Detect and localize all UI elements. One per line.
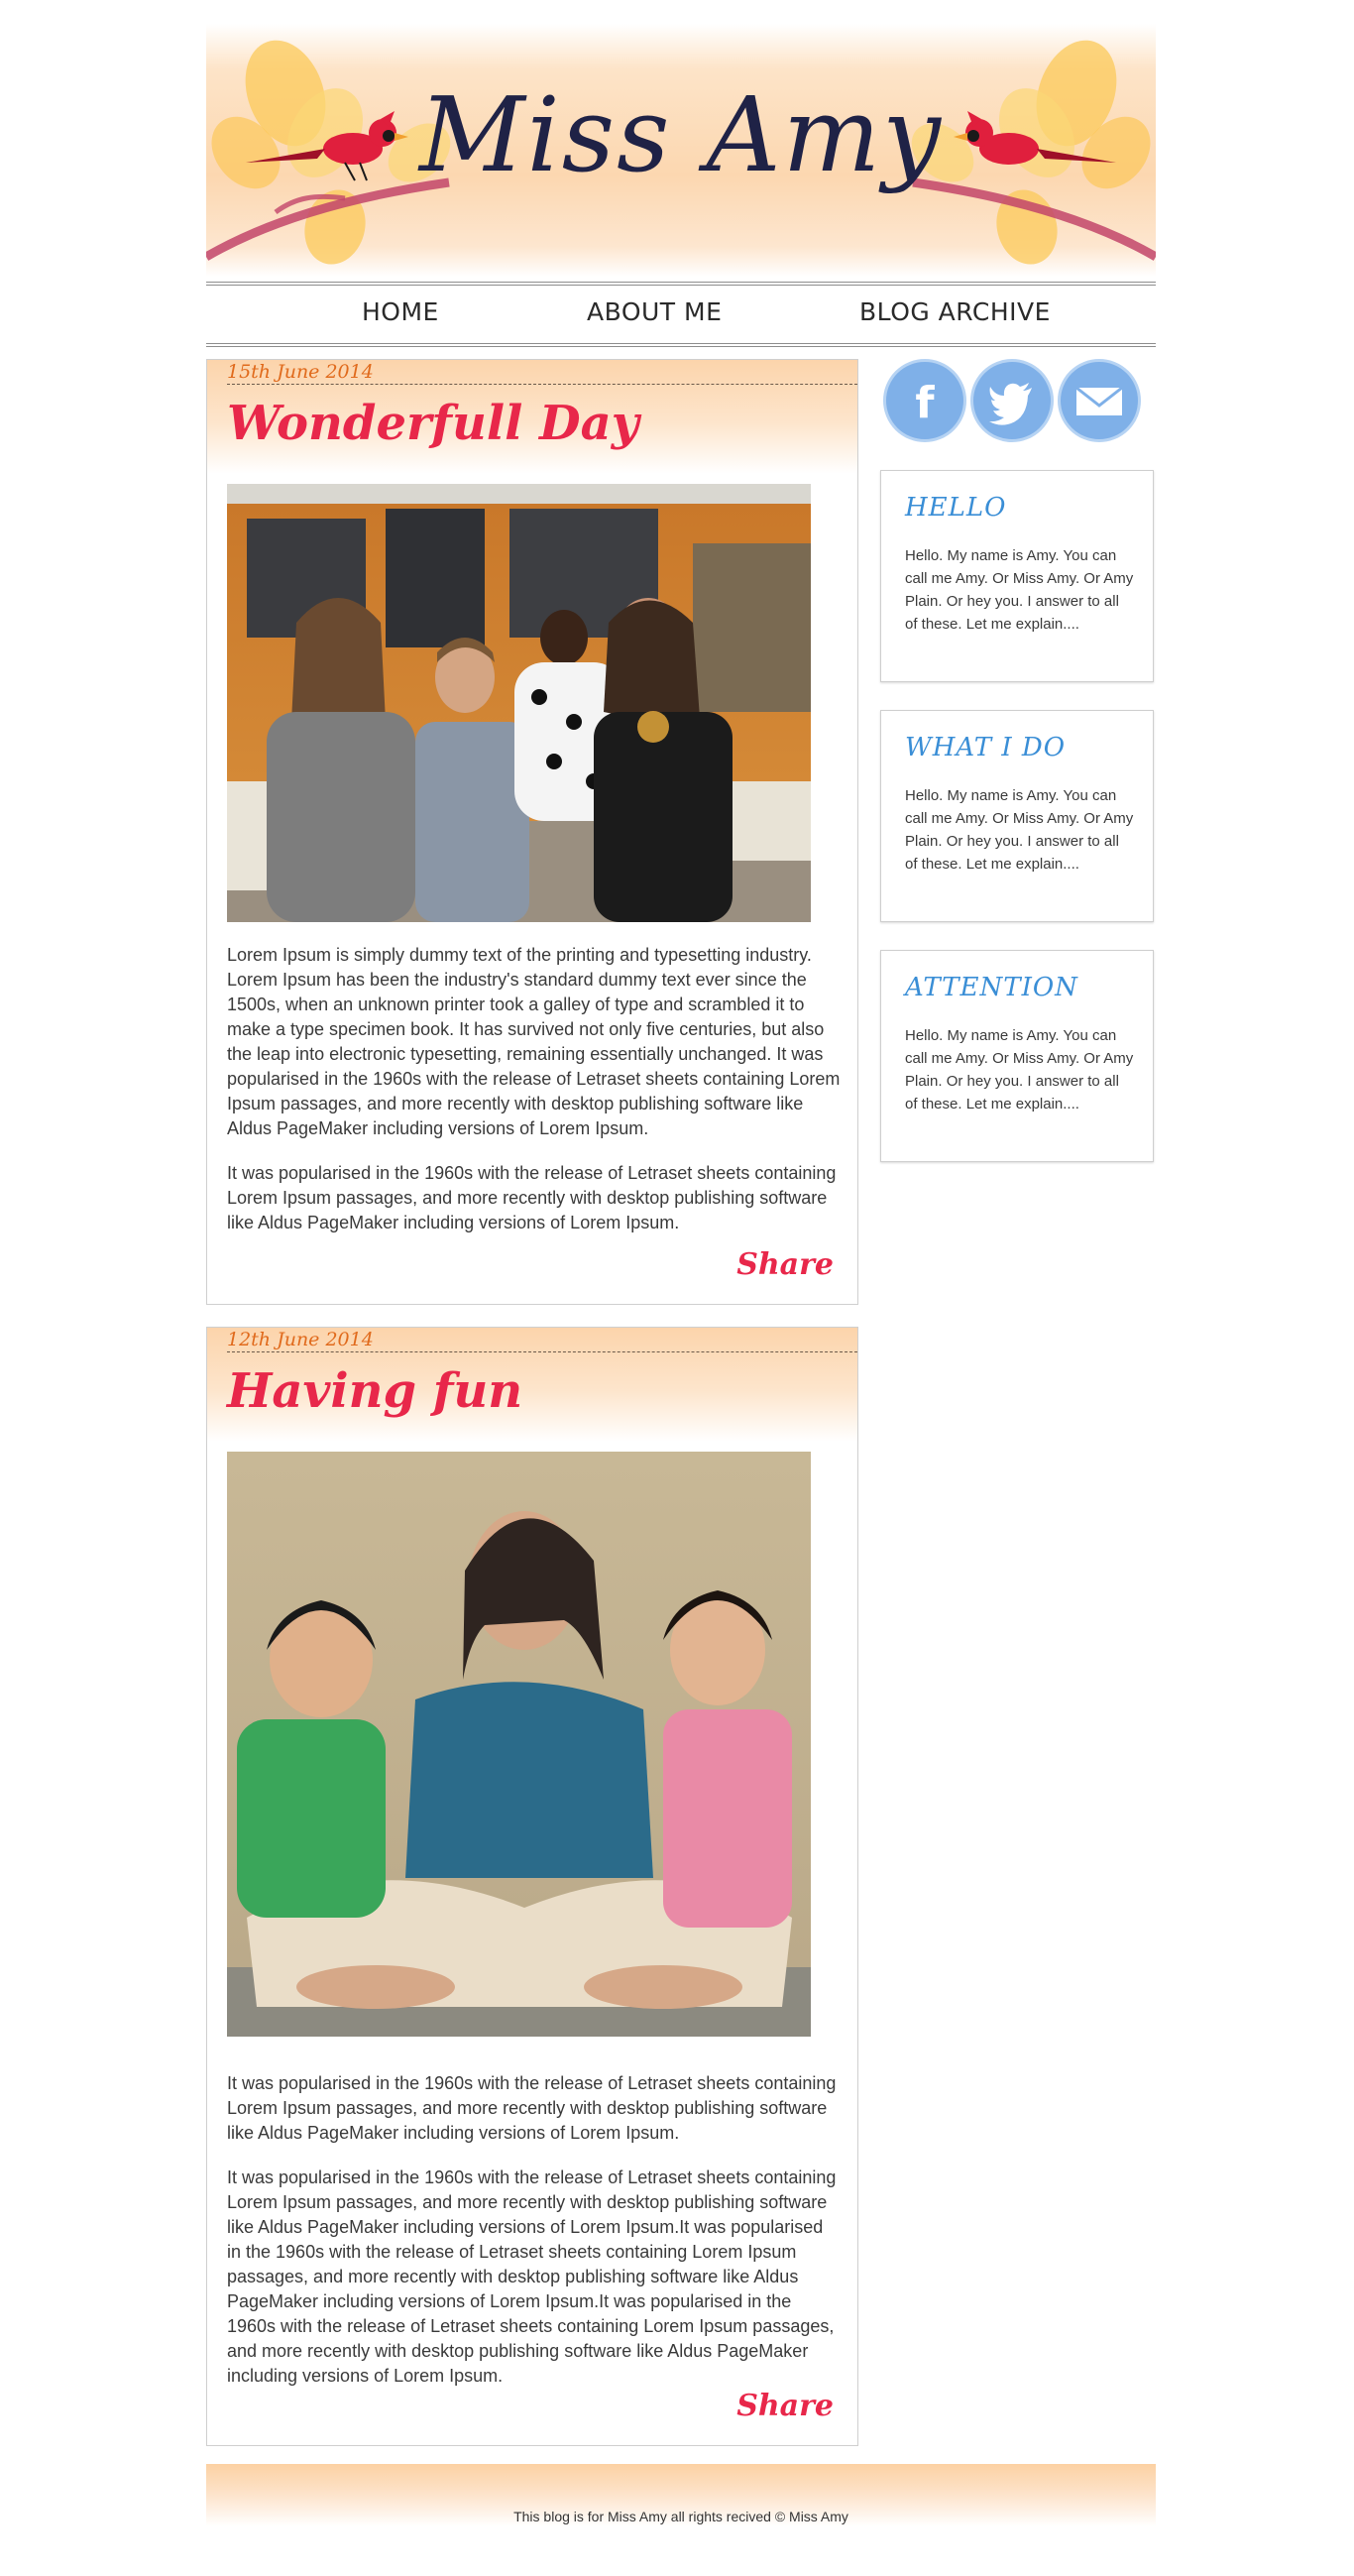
widget-title: WHAT I DO [905, 733, 1067, 762]
post-paragraph: It was popularised in the 1960s with the release of Letraset sheets containing Lorem Ipsum passages, and more recently with desktop publishing software like Aldus PageMaker including versions of Lorem Ipsum. [227, 2073, 837, 2143]
widget-title: ATTENTION [905, 973, 1078, 1002]
post-paragraph: It was popularised in the 1960s with the release of Letraset sheets containing Lorem Ipsum passages, and more recently with desktop publishing software like Aldus PageMaker including versions of Lorem Ipsum. [227, 1163, 837, 1232]
post-body [227, 943, 842, 1255]
site-title[interactable]: Miss Amy [418, 74, 944, 195]
nav-item-about-me[interactable]: ABOUT ME [587, 297, 723, 326]
post-title[interactable]: Wonderfull Day [227, 396, 639, 451]
nav-item-blog-archive[interactable]: BLOG ARCHIVE [859, 297, 1051, 326]
widget-text: Hello. My name is Amy. You can call me Amy. Or Miss Amy. Or Amy Plain. Or hey you. I answer to all of these. Let me explain.... [905, 1027, 1134, 1112]
blog-post [206, 359, 858, 1305]
twitter-button[interactable] [970, 359, 1054, 442]
post-title[interactable]: Having fun [227, 1363, 523, 1419]
sidebar-widget-attention [880, 950, 1154, 1162]
mother-children-photo-icon [227, 1452, 811, 2037]
nav-item-home[interactable]: HOME [362, 297, 439, 326]
share-button[interactable]: Share [736, 2389, 834, 2423]
post-photo [227, 1452, 811, 2037]
post-body [227, 2071, 842, 2408]
widget-text: Hello. My name is Amy. You can call me Amy. Or Miss Amy. Or Amy Plain. Or hey you. I answer to all of these. Let me explain.... [905, 787, 1134, 873]
post-paragraph: Lorem Ipsum is simply dummy text of the printing and typesetting industry. Lorem Ipsum has been the industry's standard dummy text ever since the 1500s, when an unknown printer took a galley of type and scrambled it to make a type specimen book. It has survived not only five centuries, but also the leap into electronic typesetting, remaining essentially unchanged. It was popularised in the 1960s with the release of Letraset sheets containing Lorem Ipsum passages, and more recently with desktop publishing software like Aldus PageMaker including versions of Lorem Ipsum. [227, 945, 841, 1138]
facebook-glyph: f [915, 378, 935, 425]
twitter-icon [987, 376, 1037, 425]
facebook-button[interactable] [883, 359, 966, 442]
widget-title: HELLO [905, 493, 1007, 523]
blog-post [206, 1327, 858, 2446]
sidebar-widget-what-i-do [880, 710, 1154, 922]
post-photo [227, 484, 811, 922]
post-paragraph: It was popularised in the 1960s with the release of Letraset sheets containing Lorem Ipsum passages, and more recently with desktop publishing software like Aldus PageMaker including versions of Lorem Ipsum.It was popularised in the 1960s with the release of Letraset sheets containing Lorem Ipsum passages, and more recently with desktop publishing software like Aldus PageMaker including versions of Lorem Ipsum.It was popularised in the 1960s with the release of Letraset sheets containing Lorem Ipsum passages, and more recently with desktop publishing software like Aldus PageMaker including versions of Lorem Ipsum. [227, 2167, 837, 2386]
facebook-icon [900, 376, 950, 425]
sidebar-widget-hello [880, 470, 1154, 682]
post-date: 12th June 2014 [227, 1328, 857, 1352]
footer [206, 2464, 1156, 2526]
widget-text: Hello. My name is Amy. You can call me Amy. Or Miss Amy. Or Amy Plain. Or hey you. I answer to all of these. Let me explain.... [905, 547, 1134, 633]
social-links [883, 359, 1151, 442]
footer-text: This blog is for Miss Amy all rights recived © Miss Amy [513, 2509, 848, 2524]
post-header [207, 1328, 857, 1442]
header-banner [206, 24, 1156, 277]
mail-icon [1074, 376, 1124, 425]
family-bus-photo-icon [227, 484, 811, 922]
post-date: 15th June 2014 [227, 360, 857, 385]
mail-button[interactable] [1058, 359, 1141, 442]
share-button[interactable]: Share [736, 1247, 834, 1282]
main-nav [206, 282, 1156, 347]
post-header [207, 360, 857, 474]
